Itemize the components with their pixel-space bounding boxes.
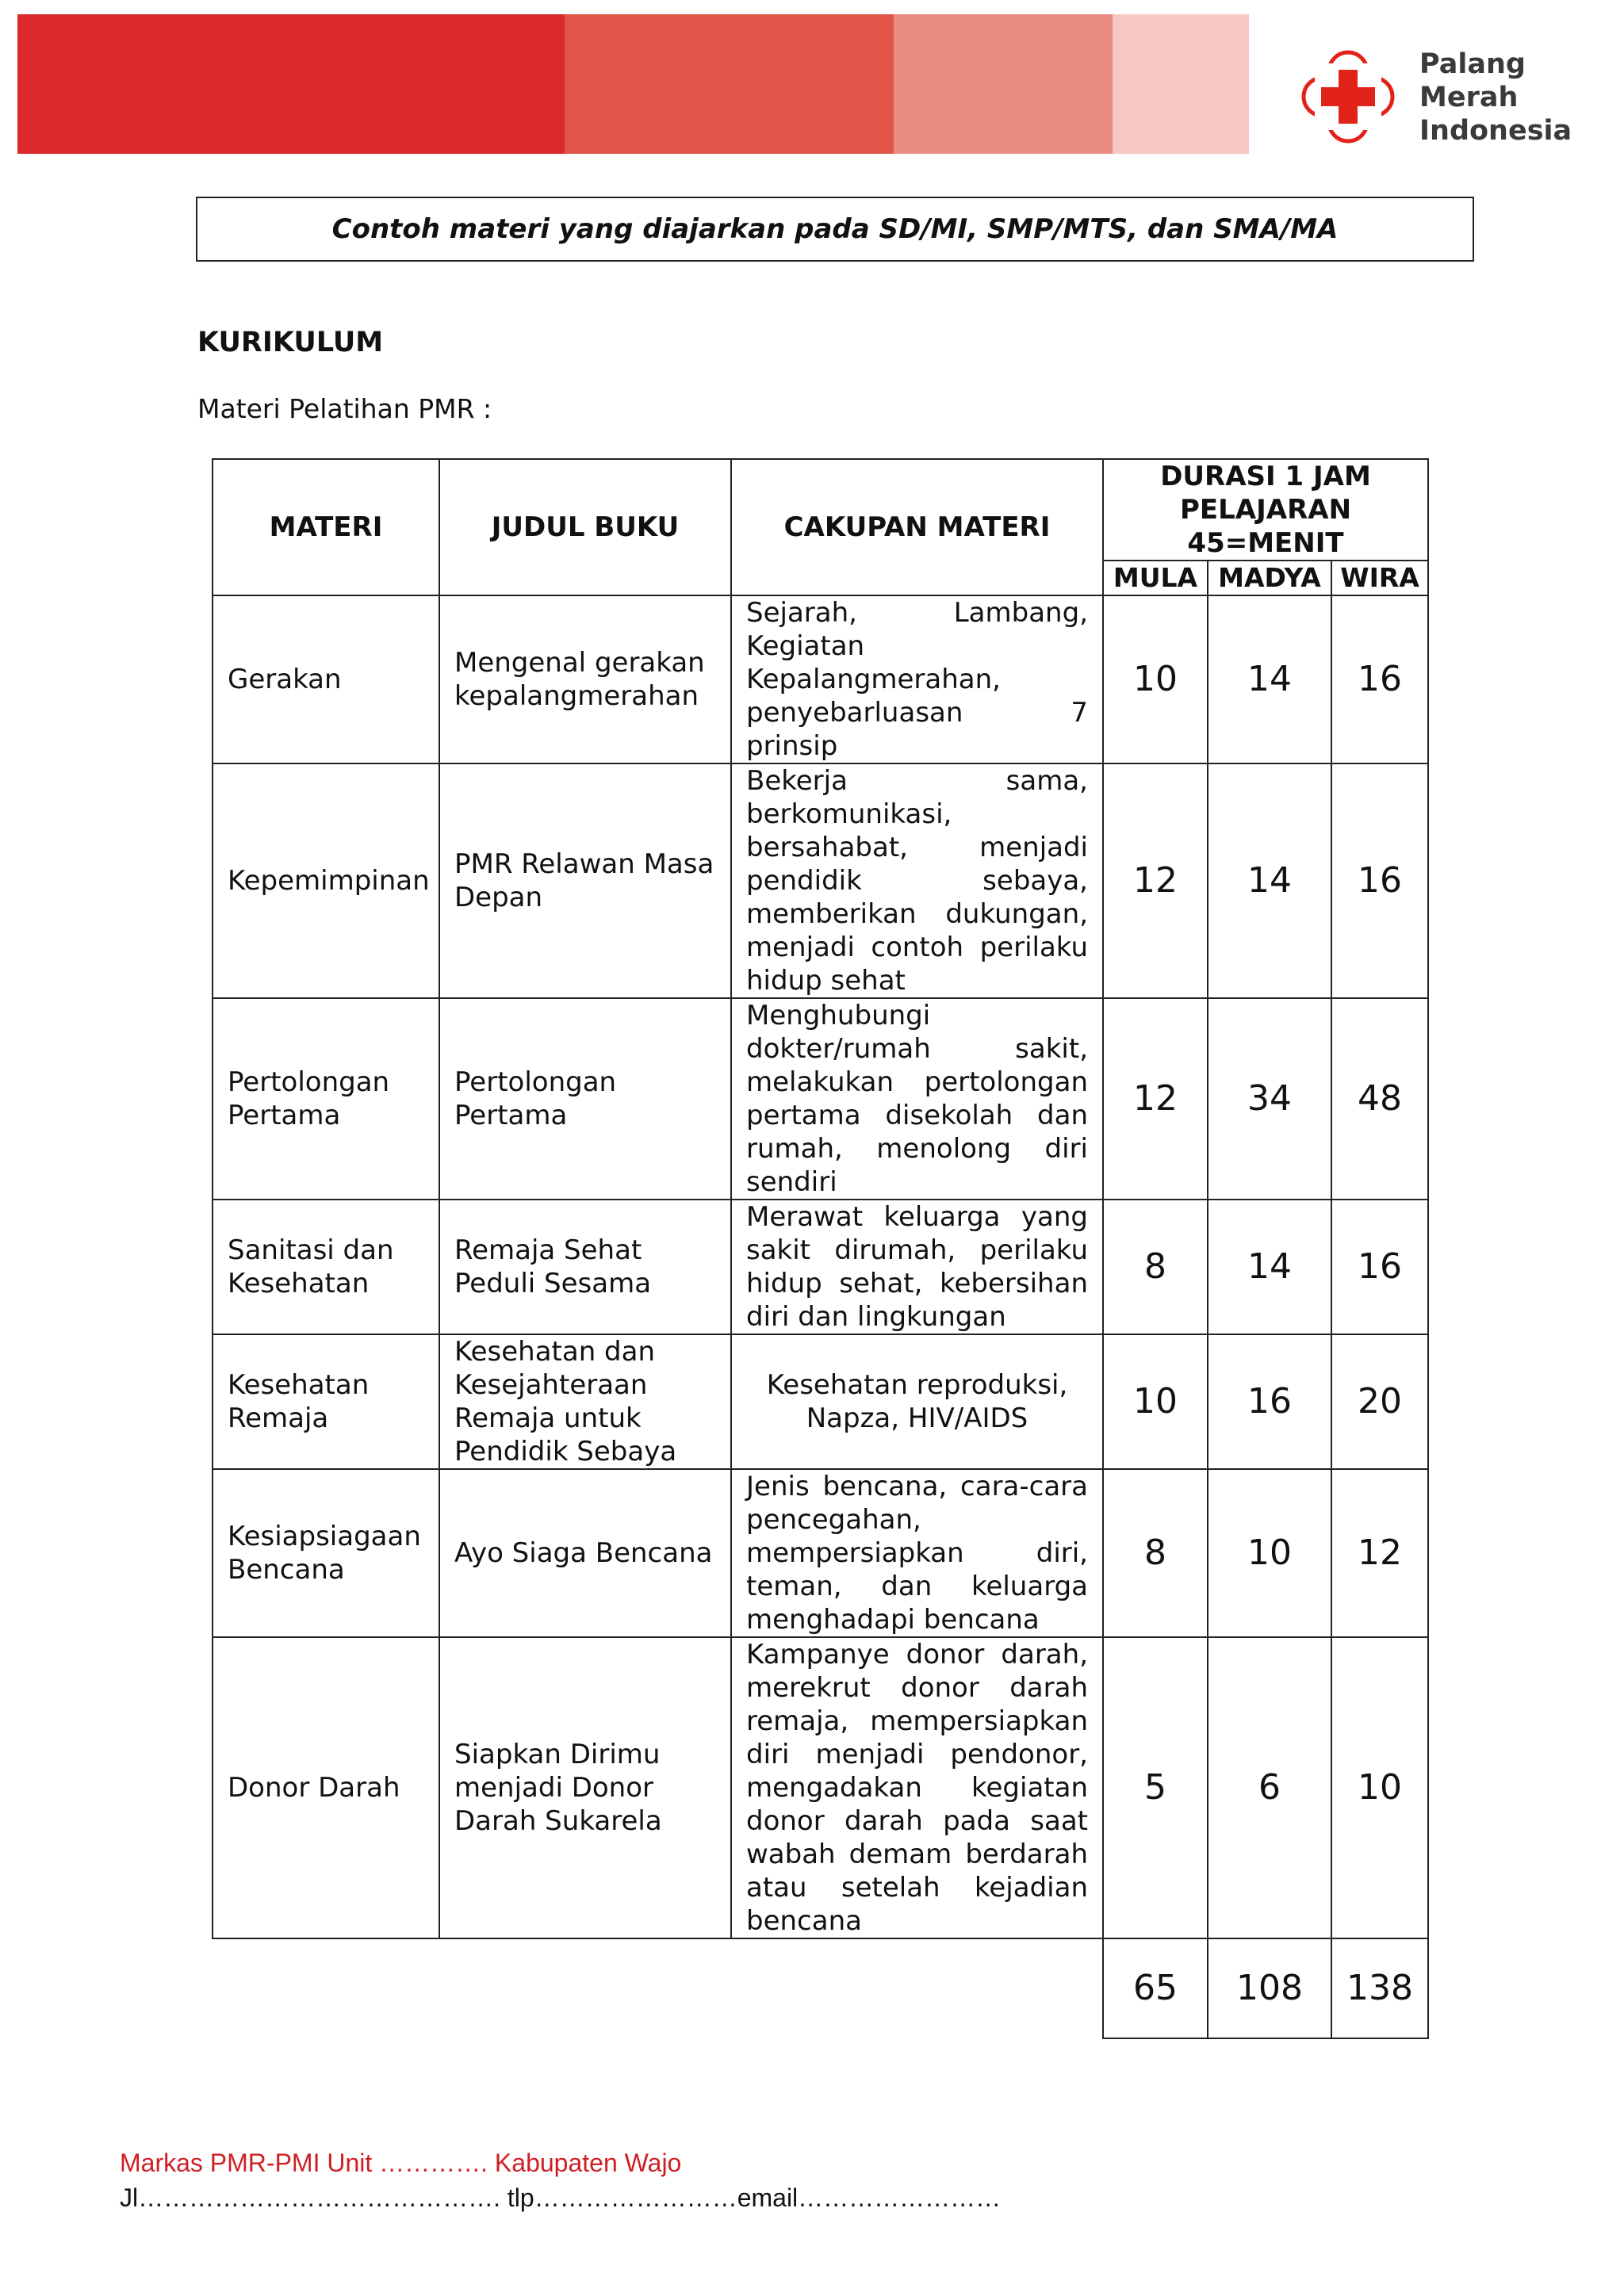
cell-cakupan: Menghubungi dokter/rumah sakit, melakukan pertolongan pertama disekolah dan rumah, menolong diri sendiri — [731, 998, 1103, 1200]
cell-materi: Gerakan — [213, 595, 439, 763]
cell-wira: 20 — [1331, 1334, 1428, 1469]
cell-mula: 10 — [1103, 595, 1208, 763]
cell-judul-buku: Siapkan Dirimu menjadi Donor Darah Sukarela — [439, 1637, 731, 1938]
cell-materi: Kesehatan Remaja — [213, 1334, 439, 1469]
section-heading: KURIKULUM — [197, 327, 384, 358]
table-row — [213, 998, 1428, 1200]
empty-cell — [439, 1938, 731, 2038]
total-madya: 108 — [1208, 1938, 1331, 2038]
total-mula: 65 — [1103, 1938, 1208, 2038]
cell-madya: 14 — [1208, 595, 1331, 763]
cell-wira: 16 — [1331, 595, 1428, 763]
table-row — [213, 1200, 1428, 1334]
table-row — [213, 1637, 1428, 1938]
header-materi: MATERI — [213, 459, 439, 595]
cell-wira: 12 — [1331, 1469, 1428, 1637]
cell-mula: 8 — [1103, 1200, 1208, 1334]
cell-mula: 5 — [1103, 1637, 1208, 1938]
empty-cell — [731, 1938, 1103, 2038]
curriculum-table — [212, 458, 1429, 2039]
cell-wira: 16 — [1331, 1200, 1428, 1334]
cell-cakupan: Jenis bencana, cara-cara pencegahan, mempersiapkan diri, teman, dan keluarga menghadapi bencana — [731, 1469, 1103, 1637]
cell-judul-buku: Mengenal gerakan kepalangmerahan — [439, 595, 731, 763]
cell-judul-buku: Pertolongan Pertama — [439, 998, 731, 1200]
logo-line: Indonesia — [1419, 115, 1572, 147]
header-banner — [0, 0, 1624, 168]
cell-madya: 16 — [1208, 1334, 1331, 1469]
cell-madya: 14 — [1208, 1200, 1331, 1334]
total-wira: 138 — [1331, 1938, 1428, 2038]
logo-line: Palang — [1419, 48, 1526, 80]
table-row — [213, 1469, 1428, 1637]
cell-madya: 34 — [1208, 998, 1331, 1200]
cell-materi: Kesiapsiagaan Bencana — [213, 1469, 439, 1637]
cell-materi: Sanitasi dan Kesehatan — [213, 1200, 439, 1334]
footer-contact-line: Jl……………………………………. tlp……………………email…………………… — [120, 2183, 1002, 2212]
cell-mula: 8 — [1103, 1469, 1208, 1637]
header-durasi: DURASI 1 JAM PELAJARAN 45=MENIT — [1103, 459, 1428, 561]
empty-cell — [213, 1938, 439, 2038]
table-total-row — [213, 1938, 1428, 2038]
cell-mula: 12 — [1103, 998, 1208, 1200]
table-header-row — [213, 459, 1428, 561]
cell-mula: 12 — [1103, 763, 1208, 998]
cell-cakupan: Kesehatan reproduksi, Napza, HIV/AIDS — [731, 1334, 1103, 1469]
cell-madya: 14 — [1208, 763, 1331, 998]
cell-mula: 10 — [1103, 1334, 1208, 1469]
header-cakupan-materi: CAKUPAN MATERI — [731, 459, 1103, 595]
banner-stripe-pink — [1113, 14, 1249, 154]
banner-stripe-coral — [565, 14, 894, 154]
document-title: Contoh materi yang diajarkan pada SD/MI, SMP/MTS, dan SMA/MA — [196, 197, 1474, 262]
cell-judul-buku: Remaja Sehat Peduli Sesama — [439, 1200, 731, 1334]
red-cross-logo-icon — [1300, 49, 1396, 144]
banner-stripe-red — [17, 14, 565, 154]
header-mula: MULA — [1103, 561, 1208, 595]
cell-judul-buku: Ayo Siaga Bencana — [439, 1469, 731, 1637]
cell-cakupan: Merawat keluarga yang sakit dirumah, perilaku hidup sehat, kebersihan diri dan lingkungan — [731, 1200, 1103, 1334]
logo-wordmark — [1419, 48, 1572, 147]
section-subheading: Materi Pelatihan PMR : — [197, 393, 492, 424]
cell-wira: 48 — [1331, 998, 1428, 1200]
cell-wira: 16 — [1331, 763, 1428, 998]
cell-wira: 10 — [1331, 1637, 1428, 1938]
header-judul-buku: JUDUL BUKU — [439, 459, 731, 595]
cell-judul-buku: PMR Relawan Masa Depan — [439, 763, 731, 998]
logo-line: Merah — [1419, 82, 1519, 113]
header-wira: WIRA — [1331, 561, 1428, 595]
table-row — [213, 595, 1428, 763]
banner-stripe-salmon — [894, 14, 1113, 154]
cell-madya: 10 — [1208, 1469, 1331, 1637]
cell-cakupan: Bekerja sama, berkomunikasi, bersahabat, menjadi pendidik sebaya, memberikan dukungan, menjadi contoh perilaku hidup sehat — [731, 763, 1103, 998]
header-madya: MADYA — [1208, 561, 1331, 595]
cell-judul-buku: Kesehatan dan Kesejahteraan Remaja untuk Pendidik Sebaya — [439, 1334, 731, 1469]
cell-cakupan: Kampanye donor darah, merekrut donor darah remaja, mempersiapkan diri menjadi pendonor, mengadakan kegiatan donor darah pada saat wabah demam berdarah atau setelah kejadian bencana — [731, 1637, 1103, 1938]
cell-materi: Pertolongan Pertama — [213, 998, 439, 1200]
cell-materi: Kepemimpinan — [213, 763, 439, 998]
cell-madya: 6 — [1208, 1637, 1331, 1938]
footer-address-unit: Markas PMR-PMI Unit …………. Kabupaten Wajo — [120, 2149, 682, 2177]
cell-materi: Donor Darah — [213, 1637, 439, 1938]
table-row — [213, 1334, 1428, 1469]
table-row — [213, 763, 1428, 998]
cell-cakupan: Sejarah, Lambang, Kegiatan Kepalangmerahan, penyebarluasan 7 prinsip — [731, 595, 1103, 763]
